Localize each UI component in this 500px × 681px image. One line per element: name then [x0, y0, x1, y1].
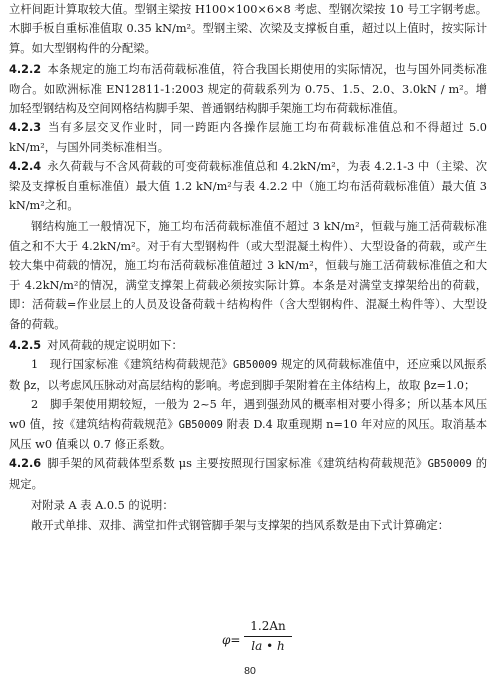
section-text-cont: 的规定。	[9, 457, 488, 491]
section-text: 本条规定的施工均布活荷载标准值，符合我国长期使用的实际情况，也与国外同类标准吻合。如欧洲标准 EN12811-1:2003 规定的荷载系列为 0.75、1.5、2.0、3.0kN / m²。增加轻型钢结构及空间网格结构脚手架、普通钢结构脚手架施工均布荷载标准值。	[9, 63, 487, 116]
wind-coefficient-formula	[222, 618, 342, 658]
item-text: 1 现行国家标准《建筑结构荷载规范》	[31, 358, 234, 372]
section-number: 4.2.2	[9, 63, 42, 77]
section-4-2-2	[9, 60, 487, 118]
formula-numerator: 1.2An	[250, 619, 286, 633]
section-number: 4.2.3	[9, 121, 42, 135]
section-text: 永久荷载与不含风荷载的可变荷载标准值总和 4.2kN/m²，为表 4.2.1-3 中（主梁、次梁及支撑板自重标准值）最大值 1.2 kN/m²与表 4.2.2 中（施工均布活荷载标准值）最大值 3 kN/m²之和。	[9, 160, 487, 213]
section-4-2-5	[9, 336, 487, 355]
page-body	[9, 0, 487, 535]
wind-item-2	[9, 395, 487, 454]
standard-code: GB50009	[427, 458, 472, 471]
formula-lhs: φ=	[222, 633, 241, 647]
section-text: 脚手架的风荷载体型系数 μs 主要按照现行国家标准《建筑结构荷载规范》	[47, 457, 428, 471]
item-text-cont: 规定的风荷载标准值中，还应乘以风振系数 βz，以考虑风压脉动对高层结构的影响。考虑到脚手架附着在主体结构上，故取 βz=1.0；	[9, 358, 487, 392]
section-number: 4.2.4	[9, 160, 42, 174]
section-4-2-4	[9, 157, 487, 215]
item-text-cont: 附表 D.4 取重现期 n=10 年对应的风压。取消基本风压 w0 值乘以 0.7 修正系数。	[9, 417, 487, 451]
section-number: 4.2.6	[9, 457, 42, 471]
paragraph-steel-structure: 钢结构施工一般情况下，施工均布活荷载标准值不超过 3 kN/m²，恒载与施工活荷载标准值之和不大于 4.2kN/m²。对于有大型钢构件（或大型混凝土构件）、大型设备的荷载，或产生较大集中荷载的情况，施工均布活荷载标准值超过 3 kN/m²，恒载与施工活荷载标准值之和大于 4.2kN/m²的情况，满堂支撑架上荷载必须按实际计算。本条是对满堂支撑架给出的荷载，即：活荷载=作业层上的人员及设备荷载＋结构构件（含大型钢构件、混凝土构件等）、大型设备的荷载。	[9, 220, 487, 331]
wind-item-1	[9, 355, 487, 395]
appendix-body: 敞开式单排、双排、满堂扣件式钢管脚手架与支撑架的挡风系数是由下式计算确定：	[31, 518, 449, 532]
paragraph-intro: 立杆间距计算取较大值。型钢主梁按 H100×100×6×8 考虑、型钢次梁按 10 号工字钢考虑。木脚手板自重标准值取 0.35 kN/m²。型钢主梁、次梁及支撑板自重，超过以上值时，按实际计算。如大型钢构件的分配梁。	[9, 3, 487, 55]
formula-fraction	[244, 618, 292, 655]
section-4-2-3	[9, 118, 487, 157]
section-text: 当有多层交叉作业时，同一跨距内各操作层施工均布荷载标准值总和不得超过 5.0 kN/m²，与国外同类标准相当。	[9, 121, 487, 154]
section-number: 4.2.5	[9, 338, 42, 352]
formula-denominator: la • h	[251, 639, 285, 653]
appendix-note: 对附录 A 表 A.0.5 的说明：	[31, 499, 174, 513]
standard-code: GB50009	[233, 359, 278, 372]
item-text: 2 脚手架使用期较短，一般为 2~5 年，遇到强劲风的概率相对要小得多；所以基本风压 w0 值，按《建筑结构荷载规范》	[9, 398, 487, 431]
section-4-2-6	[9, 454, 487, 494]
fraction-bar	[244, 636, 292, 637]
section-text: 对风荷载的规定说明如下：	[47, 338, 183, 352]
page-number: 80	[244, 665, 256, 677]
standard-code: GB50009	[178, 418, 223, 431]
